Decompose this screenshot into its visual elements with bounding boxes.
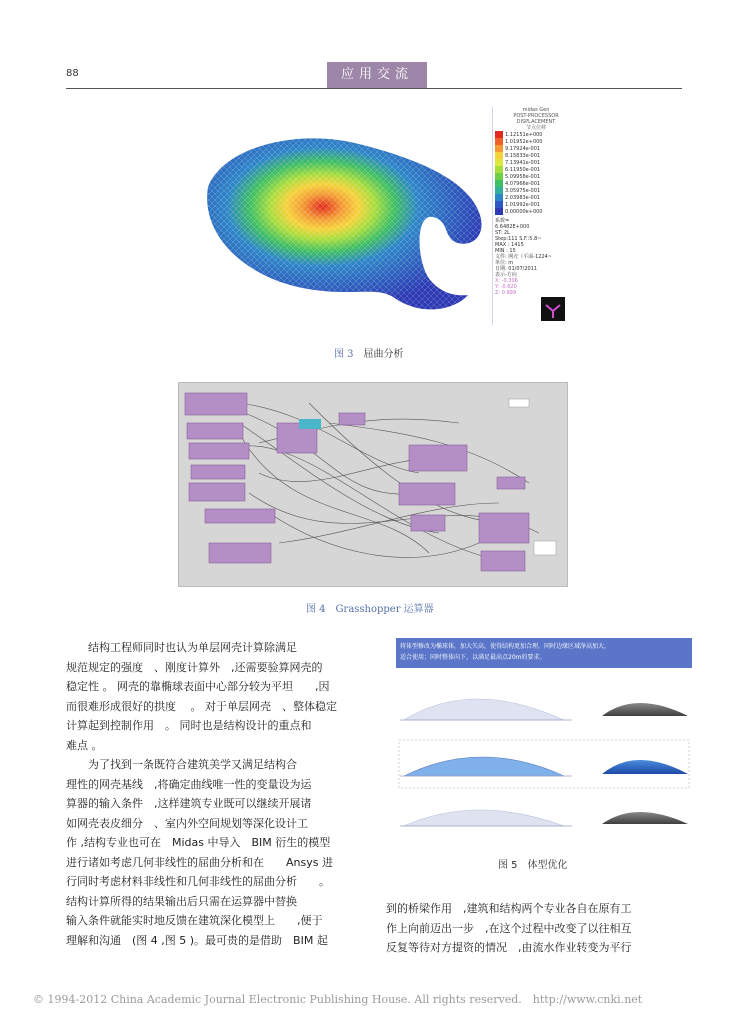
legend-value: 1.12151e+000 [505, 132, 543, 138]
legend-row [495, 152, 579, 159]
legend-swatch [495, 131, 503, 138]
body-text-line: 行同时考虑材料非线性和几何非线性的屈曲分析 。 [66, 875, 330, 888]
legend-row [495, 159, 579, 166]
legend-line-3: DISPLACEMENT [516, 119, 556, 125]
legend-swatch [495, 173, 503, 180]
figure-5-note-line-2: 适合使用；同时整体向下，以满足最高点20m的要求。 [400, 654, 546, 661]
legend-value: 9.17924e-001 [505, 146, 541, 152]
body-text-line: 难点 。 [66, 738, 103, 752]
section-title: 应用交流 [327, 62, 427, 88]
shell-contour-plot [188, 107, 488, 332]
legend-value: 7.13941e-001 [505, 160, 541, 166]
figure-5-note-line-1: 将体型修改为椭球体，加大矢高，使得结构更加合理，同时边缘区域净高加大， [400, 643, 611, 650]
legend-row [495, 180, 579, 187]
legend-info-line: Step:111 S.F.:5.8~ [495, 236, 542, 242]
legend-info-line: 单位: m [495, 260, 514, 266]
body-text-line: 计算起到控制作用 。 同时也是结构设计的重点和 [66, 719, 312, 732]
body-text-line: 理性的网壳基线 ,将确定曲线唯一性的变量设为运 [66, 777, 312, 791]
figure-5-shape-optimization [396, 638, 692, 836]
legend-info-line: 日期: 01/07/2011 [495, 266, 538, 272]
legend-value: 1.01992e-001 [505, 202, 541, 208]
legend-swatch [495, 152, 503, 159]
body-text-line: 进行诸如考虑几何非线性的屈曲分析和在 Ansys 进 [66, 855, 333, 869]
body-text-line: 到的桥梁作用 ,建筑和结构两个专业各自在原有工 [386, 902, 632, 915]
figure-4-grasshopper [178, 382, 568, 587]
legend-row [495, 145, 579, 152]
axis-triad [541, 297, 565, 321]
legend-row [495, 194, 579, 201]
legend-value: 1.01952e+000 [505, 139, 543, 145]
legend-swatch [495, 194, 503, 201]
legend-scale [493, 131, 579, 215]
legend-value: 4.07966e-001 [505, 181, 541, 187]
figure-3-buckling [188, 107, 488, 332]
body-text-line: 如网壳表皮细分 、室内外空间规划等深化设计工 [66, 816, 308, 830]
legend-swatch [495, 208, 503, 215]
legend-value: 8.15833e-001 [505, 153, 541, 159]
legend-row [495, 166, 579, 173]
legend-value: 2.03983e-001 [505, 195, 541, 201]
legend-swatch [495, 187, 503, 194]
legend-info-line: ST: 2L [495, 230, 510, 236]
legend-swatch [495, 145, 503, 152]
legend-info-line: Y: -0.620 [495, 284, 517, 290]
body-text-line: 结构工程师同时也认为单层网壳计算除满足 [66, 641, 297, 654]
legend-swatch [495, 138, 503, 145]
body-text-line: 稳定性 。 网壳的靠椭球表面中心部分较为平坦 ,因 [66, 680, 330, 693]
figure-4-caption [306, 600, 434, 615]
legend-swatch [495, 201, 503, 208]
figure-3-caption-text: 屈曲分析 [363, 349, 404, 360]
copyright-footer: © 1994-2012 China Academic Journal Electronic Publishing House. All rights reserved. http://www.cnki.net [33, 993, 643, 1006]
legend-row [495, 208, 579, 215]
legend-info [495, 218, 579, 296]
axis-gizmo-icon [541, 297, 565, 321]
legend-value: 3.05975e-001 [505, 188, 541, 194]
figure-5-caption: 图 5 体型优化 [498, 860, 568, 871]
body-text-line: 输入条件就能实时地反馈在建筑深化模型上 ,便于 [66, 914, 323, 927]
header-rule [66, 88, 682, 89]
legend-line-2: POST-PROCESSOR [513, 113, 559, 119]
legend-info-line: Z: 0.999 [495, 290, 517, 296]
legend-swatch [495, 159, 503, 166]
legend-line-1: midas Gen [522, 107, 550, 113]
legend-row [495, 131, 579, 138]
grasshopper-canvas [179, 383, 567, 586]
figure-4-caption-num: 图 4 [306, 604, 326, 615]
figure-4-caption-text: Grasshopper 运算器 [335, 604, 434, 615]
figure-3-caption [334, 345, 404, 360]
legend-value: 5.09958e-001 [505, 174, 541, 180]
body-text-line: 算器的输入条件 ,这样建筑专业既可以继续开展诸 [66, 797, 312, 810]
legend-row [495, 187, 579, 194]
legend-swatch [495, 180, 503, 187]
body-text-line: 结构计算所得的结果输出后只需在运算器中替换 [66, 894, 297, 908]
legend-info-line: 系数= [495, 218, 510, 224]
shape-comparison [396, 638, 692, 836]
legend-swatch [495, 166, 503, 173]
body-text-line: 规范规定的强度 、刚度计算外 ,还需要验算网壳的 [66, 660, 323, 674]
body-text-line: 作 ,结构专业也可在 Midas 中导入 BIM 衍生的模型 [66, 836, 331, 849]
legend-row [495, 173, 579, 180]
page-number: 88 [66, 68, 79, 79]
legend-row [495, 138, 579, 145]
legend-value: 6.11950e-001 [505, 167, 541, 173]
legend-value: 0.00000e+000 [505, 209, 543, 215]
legend-info-line: MAX : 1415 [495, 242, 524, 248]
body-text-line: 作上向前迈出一步 ,在这个过程中改变了以往相互 [386, 921, 632, 935]
figure-3-caption-num: 图 3 [334, 349, 354, 360]
legend-row [495, 201, 579, 208]
legend-line-4: 节点位移 [525, 125, 546, 131]
body-text-line: 反复等待对方提资的情况 ,由流水作业转变为平行 [386, 941, 632, 954]
body-text-line: 为了找到一条既符合建筑美学又满足结构合 [66, 758, 297, 771]
legend-info-line: MIN : 15 [495, 248, 516, 254]
legend-info-line: 文件: 网壳（平面-1224~ [495, 254, 552, 260]
figure-3-legend [492, 107, 579, 325]
legend-info-line: X: -0.306 [495, 278, 518, 284]
legend-info-line: 表示-方向 [495, 272, 517, 278]
body-text-line: 而很难形成很好的拱度 。 对于单层网壳 、整体稳定 [66, 699, 337, 713]
body-text-line: 理解和沟通 (图 4 ,图 5 )。最可贵的是借助 BIM 起 [66, 933, 328, 947]
legend-info-line: 6.6482E+000 [495, 224, 530, 230]
